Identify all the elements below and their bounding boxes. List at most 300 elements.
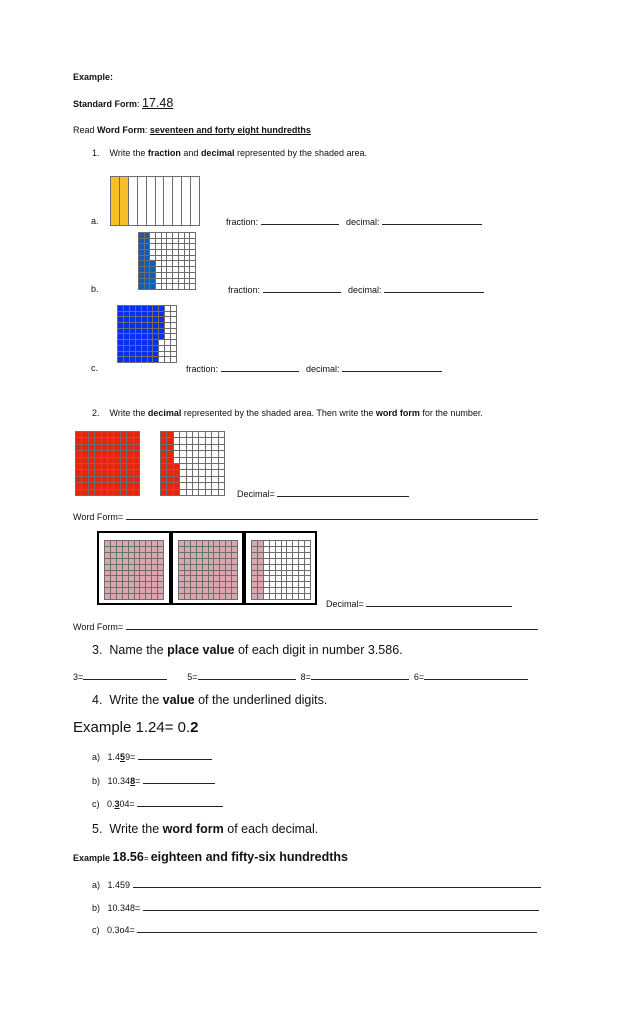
- grid-cell: [76, 445, 81, 450]
- grid-cell: [123, 588, 128, 593]
- grid-cell: [162, 256, 167, 261]
- grid-cell: [167, 233, 172, 238]
- grid-cell: [174, 483, 179, 488]
- grid-cell: [105, 582, 110, 587]
- q1c-label: c.: [91, 363, 99, 373]
- grid-cell: [219, 477, 224, 482]
- grid-cell: [174, 464, 179, 469]
- grid-cell: [167, 261, 172, 266]
- grid-cell: [270, 571, 275, 576]
- q5c-blank[interactable]: [137, 924, 537, 933]
- grid-cell: [187, 432, 192, 437]
- grid-cell: [167, 273, 172, 278]
- grid-cell: [174, 432, 179, 437]
- grid-cell: [185, 284, 190, 289]
- grid-cell: [252, 553, 257, 558]
- grid-cell: [258, 571, 263, 576]
- grid-cell: [118, 334, 123, 339]
- grid-cell: [264, 594, 269, 599]
- grid-cell: [139, 261, 144, 266]
- grid-cell: [124, 346, 129, 351]
- q4b-blank[interactable]: [143, 775, 215, 784]
- grid-cell: [232, 541, 237, 546]
- grid-cell: [276, 576, 281, 581]
- grid-cell: [156, 279, 161, 284]
- q1b-fraction-blank[interactable]: [263, 284, 341, 293]
- q1b-decimal-blank[interactable]: [384, 284, 484, 293]
- grid-cell: [150, 233, 155, 238]
- q1c-decimal-blank[interactable]: [342, 363, 442, 372]
- q3-blank-8[interactable]: [311, 671, 409, 680]
- grid-cell: [182, 177, 190, 225]
- grid-cell: [118, 312, 123, 317]
- grid-cell: [95, 432, 100, 437]
- grid-cell: [123, 565, 128, 570]
- grid-cell: [95, 451, 100, 456]
- grid-cell: [102, 490, 107, 495]
- grid-cell: [159, 357, 164, 362]
- grid-cell: [135, 553, 140, 558]
- grid-cell: [165, 340, 170, 345]
- grid-cell: [135, 541, 140, 546]
- grid-cell: [258, 553, 263, 558]
- grid-cell: [179, 233, 184, 238]
- grid-cell: [299, 588, 304, 593]
- grid-cell: [130, 340, 135, 345]
- grid-cell: [299, 559, 304, 564]
- grid-cell: [179, 582, 184, 587]
- grid-cell: [82, 483, 87, 488]
- grid-cell: [158, 571, 163, 576]
- grid-cell: [156, 284, 161, 289]
- grid-cell: [159, 306, 164, 311]
- grid-cell: [203, 576, 208, 581]
- grid-cell: [226, 541, 231, 546]
- grid-cell: [167, 451, 172, 456]
- grid-cell: [193, 464, 198, 469]
- grid-cell: [120, 177, 128, 225]
- grid-cell: [174, 477, 179, 482]
- grid-cell: [134, 477, 139, 482]
- grid-cell: [203, 588, 208, 593]
- grid-cell: [179, 576, 184, 581]
- grid-cell: [89, 483, 94, 488]
- grid-cell: [134, 483, 139, 488]
- grid-cell: [121, 464, 126, 469]
- grid-cell: [171, 357, 176, 362]
- grid-cell: [174, 490, 179, 495]
- grid-cell: [167, 470, 172, 475]
- grid-cell: [167, 432, 172, 437]
- grid-cell: [152, 559, 157, 564]
- grid-cell: [136, 317, 141, 322]
- grid-cell: [124, 306, 129, 311]
- grid-cell: [123, 594, 128, 599]
- grid-cell: [134, 458, 139, 463]
- grid-cell: [161, 458, 166, 463]
- grid-cell: [276, 553, 281, 558]
- grid-cell: [252, 547, 257, 552]
- grid-cell: [180, 477, 185, 482]
- q1a-fraction-blank[interactable]: [261, 216, 339, 225]
- grid-cell: [197, 541, 202, 546]
- q5c: c) 0.3o4=: [92, 924, 537, 935]
- grid-cell: [258, 559, 263, 564]
- grid-cell: [305, 594, 310, 599]
- grid-cell: [173, 279, 178, 284]
- grid-cell: [282, 576, 287, 581]
- grid-cell: [167, 445, 172, 450]
- grid-cell: [185, 576, 190, 581]
- grid-cell: [145, 256, 150, 261]
- grid-cell: [145, 273, 150, 278]
- grid-cell: [108, 483, 113, 488]
- grid-cell: [214, 576, 219, 581]
- grid-cell: [114, 445, 119, 450]
- grid-cell: [114, 477, 119, 482]
- grid-cell: [179, 239, 184, 244]
- grid-cell: [212, 464, 217, 469]
- grid-cell: [129, 177, 137, 225]
- grid-cell: [305, 571, 310, 576]
- grid-cell: [252, 571, 257, 576]
- grid-cell: [171, 317, 176, 322]
- grid-cell: [214, 594, 219, 599]
- grid-cell: [220, 582, 225, 587]
- grid-cell: [145, 279, 150, 284]
- q1a-decimal-blank[interactable]: [382, 216, 482, 225]
- grid-cell: [299, 571, 304, 576]
- grid-cell: [162, 273, 167, 278]
- grid-cell: [264, 565, 269, 570]
- grid-cell: [264, 571, 269, 576]
- grid-cell: [190, 250, 195, 255]
- grid-cell: [179, 256, 184, 261]
- grid-cell: [159, 340, 164, 345]
- grid-cell: [159, 334, 164, 339]
- grid-cell: [232, 594, 237, 599]
- grid-cell: [136, 323, 141, 328]
- grid-cell: [203, 565, 208, 570]
- q3-blank-5[interactable]: [198, 671, 296, 680]
- grid-cell: [232, 588, 237, 593]
- grid-cell: [124, 340, 129, 345]
- grid-cell: [127, 432, 132, 437]
- grid-cell: [145, 244, 150, 249]
- grid-cell: [89, 490, 94, 495]
- grid-cell: [117, 594, 122, 599]
- grid-cell: [252, 594, 257, 599]
- grid-cell: [185, 582, 190, 587]
- grid-cell: [173, 177, 181, 225]
- grid-cell: [89, 470, 94, 475]
- q5a-blank[interactable]: [133, 879, 541, 888]
- grid-cell: [190, 261, 195, 266]
- grid-cell: [287, 565, 292, 570]
- grid-cell: [156, 233, 161, 238]
- q4c: c) 0.304=: [92, 798, 223, 809]
- grid-cell: [139, 244, 144, 249]
- grid-cell: [102, 464, 107, 469]
- q2-decimal-2-blank[interactable]: [366, 598, 512, 607]
- grid-cell: [158, 582, 163, 587]
- grid-cell: [148, 340, 153, 345]
- grid-cell: [293, 553, 298, 558]
- grid-cell: [293, 576, 298, 581]
- grid-cell: [226, 547, 231, 552]
- grid-cell: [152, 594, 157, 599]
- grid-cell: [146, 565, 151, 570]
- grid-cell: [130, 334, 135, 339]
- grid-cell: [121, 438, 126, 443]
- grid-cell: [282, 547, 287, 552]
- grid-cell: [165, 346, 170, 351]
- grid-cell: [114, 438, 119, 443]
- grid-cell: [124, 357, 129, 362]
- grid-cell: [95, 470, 100, 475]
- grid-cell: [179, 559, 184, 564]
- grid-cell: [145, 233, 150, 238]
- grid-cell: [123, 541, 128, 546]
- grid-cell: [140, 559, 145, 564]
- grid-cell: [82, 470, 87, 475]
- grid-cell: [114, 432, 119, 437]
- grid-cell: [108, 464, 113, 469]
- grid-cell: [179, 279, 184, 284]
- grid-cell: [153, 329, 158, 334]
- grid-cell: [152, 571, 157, 576]
- grid-cell: [203, 553, 208, 558]
- grid-cell: [146, 576, 151, 581]
- grid-cell: [197, 571, 202, 576]
- grid-cell: [121, 451, 126, 456]
- red-hundredths-grid-partial: [160, 431, 225, 496]
- q2-decimal-1-blank[interactable]: [277, 488, 409, 497]
- grid-cell: [108, 445, 113, 450]
- grid-cell: [299, 541, 304, 546]
- grid-cell: [270, 559, 275, 564]
- grid-cell: [135, 588, 140, 593]
- grid-cell: [252, 565, 257, 570]
- grid-cell: [165, 312, 170, 317]
- grid-cell: [159, 317, 164, 322]
- grid-cell: [136, 346, 141, 351]
- grid-cell: [152, 582, 157, 587]
- grid-cell: [82, 458, 87, 463]
- pink-frame-divider-2: [242, 531, 246, 605]
- word-form-value: seventeen and forty eight hundredths: [149, 125, 311, 135]
- grid-cell: [89, 432, 94, 437]
- grid-cell: [111, 582, 116, 587]
- q1b-answers: fraction: decimal:: [228, 284, 484, 295]
- grid-cell: [270, 541, 275, 546]
- grid-cell: [185, 233, 190, 238]
- grid-cell: [191, 553, 196, 558]
- grid-cell: [264, 576, 269, 581]
- grid-cell: [171, 312, 176, 317]
- grid-cell: [152, 547, 157, 552]
- grid-cell: [105, 541, 110, 546]
- grid-cell: [232, 571, 237, 576]
- grid-cell: [167, 483, 172, 488]
- grid-cell: [148, 346, 153, 351]
- grid-cell: [127, 458, 132, 463]
- grid-cell: [135, 559, 140, 564]
- grid-cell: [114, 483, 119, 488]
- grid-cell: [167, 490, 172, 495]
- grid-cell: [209, 547, 214, 552]
- grid-cell: [185, 594, 190, 599]
- q1a-label: a.: [91, 216, 99, 226]
- grid-cell: [129, 547, 134, 552]
- grid-cell: [76, 470, 81, 475]
- grid-cell: [179, 250, 184, 255]
- q3-blank-3[interactable]: [83, 671, 167, 680]
- grid-cell: [102, 451, 107, 456]
- grid-cell: [185, 541, 190, 546]
- grid-cell: [209, 565, 214, 570]
- grid-cell: [167, 279, 172, 284]
- grid-cell: [209, 588, 214, 593]
- grid-cell: [156, 239, 161, 244]
- grid-cell: [270, 565, 275, 570]
- grid-cell: [252, 576, 257, 581]
- grid-cell: [276, 547, 281, 552]
- grid-cell: [139, 233, 144, 238]
- grid-cell: [117, 559, 122, 564]
- word-form-line: Read Word Form: seventeen and forty eight hundredths: [73, 125, 311, 135]
- grid-cell: [179, 267, 184, 272]
- grid-cell: [179, 273, 184, 278]
- grid-cell: [180, 451, 185, 456]
- grid-cell: [193, 483, 198, 488]
- grid-cell: [299, 594, 304, 599]
- grid-cell: [226, 576, 231, 581]
- grid-cell: [152, 576, 157, 581]
- q1c-fraction-blank[interactable]: [221, 363, 299, 372]
- grid-cell: [142, 340, 147, 345]
- grid-cell: [187, 490, 192, 495]
- grid-cell: [167, 250, 172, 255]
- q5-example: Example 18.56= eighteen and fifty-six hundredths: [73, 850, 348, 864]
- grid-cell: [158, 553, 163, 558]
- grid-cell: [190, 239, 195, 244]
- grid-cell: [135, 594, 140, 599]
- grid-cell: [199, 470, 204, 475]
- grid-cell: [214, 571, 219, 576]
- grid-cell: [167, 464, 172, 469]
- grid-cell: [206, 490, 211, 495]
- grid-cell: [124, 312, 129, 317]
- grid-cell: [121, 477, 126, 482]
- grid-cell: [171, 340, 176, 345]
- grid-cell: [161, 445, 166, 450]
- grid-cell: [82, 464, 87, 469]
- grid-cell: [287, 571, 292, 576]
- grid-cell: [282, 553, 287, 558]
- grid-cell: [161, 432, 166, 437]
- q2-decimal-2: Decimal=: [326, 598, 512, 609]
- grid-cell: [232, 559, 237, 564]
- grid-cell: [264, 582, 269, 587]
- grid-cell: [152, 541, 157, 546]
- grid-cell: [282, 582, 287, 587]
- grid-cell: [140, 553, 145, 558]
- grid-cell: [162, 239, 167, 244]
- grid-cell: [305, 553, 310, 558]
- grid-cell: [134, 445, 139, 450]
- grid-cell: [127, 490, 132, 495]
- q4a-blank[interactable]: [138, 751, 212, 760]
- grid-cell: [148, 312, 153, 317]
- grid-cell: [129, 565, 134, 570]
- q5b-blank[interactable]: [143, 902, 539, 911]
- grid-cell: [146, 594, 151, 599]
- grid-cell: [136, 357, 141, 362]
- grid-cell: [117, 588, 122, 593]
- grid-cell: [252, 541, 257, 546]
- q4c-blank[interactable]: [137, 798, 223, 807]
- grid-cell: [299, 565, 304, 570]
- q3-answers: 3= 5= 8= 6=: [73, 671, 528, 682]
- q3-blank-6[interactable]: [424, 671, 528, 680]
- grid-cell: [129, 571, 134, 576]
- grid-cell: [153, 352, 158, 357]
- grid-cell: [148, 329, 153, 334]
- grid-cell: [282, 541, 287, 546]
- q2-word-form-2-blank[interactable]: [126, 621, 538, 630]
- grid-cell: [158, 559, 163, 564]
- grid-cell: [258, 588, 263, 593]
- grid-cell: [199, 477, 204, 482]
- grid-cell: [179, 284, 184, 289]
- grid-cell: [193, 458, 198, 463]
- grid-cell: [199, 464, 204, 469]
- q2-word-form-1-blank[interactable]: [126, 511, 538, 520]
- grid-cell: [161, 464, 166, 469]
- grid-cell: [76, 483, 81, 488]
- grid-cell: [193, 438, 198, 443]
- grid-cell: [212, 438, 217, 443]
- grid-cell: [276, 588, 281, 593]
- grid-cell: [146, 559, 151, 564]
- grid-cell: [252, 588, 257, 593]
- grid-cell: [118, 340, 123, 345]
- q5-instruction: 5. Write the word form of each decimal.: [92, 822, 319, 836]
- grid-cell: [252, 582, 257, 587]
- grid-cell: [153, 346, 158, 351]
- grid-cell: [150, 256, 155, 261]
- grid-cell: [76, 451, 81, 456]
- grid-cell: [206, 483, 211, 488]
- grid-cell: [164, 177, 172, 225]
- grid-cell: [203, 594, 208, 599]
- grid-cell: [150, 273, 155, 278]
- grid-cell: [185, 256, 190, 261]
- grid-cell: [114, 451, 119, 456]
- grid-cell: [191, 588, 196, 593]
- grid-cell: [214, 559, 219, 564]
- grid-cell: [145, 261, 150, 266]
- grid-cell: [209, 582, 214, 587]
- grid-cell: [123, 576, 128, 581]
- grid-cell: [193, 477, 198, 482]
- grid-cell: [127, 477, 132, 482]
- grid-cell: [232, 582, 237, 587]
- grid-cell: [171, 346, 176, 351]
- grid-cell: [121, 483, 126, 488]
- grid-cell: [162, 250, 167, 255]
